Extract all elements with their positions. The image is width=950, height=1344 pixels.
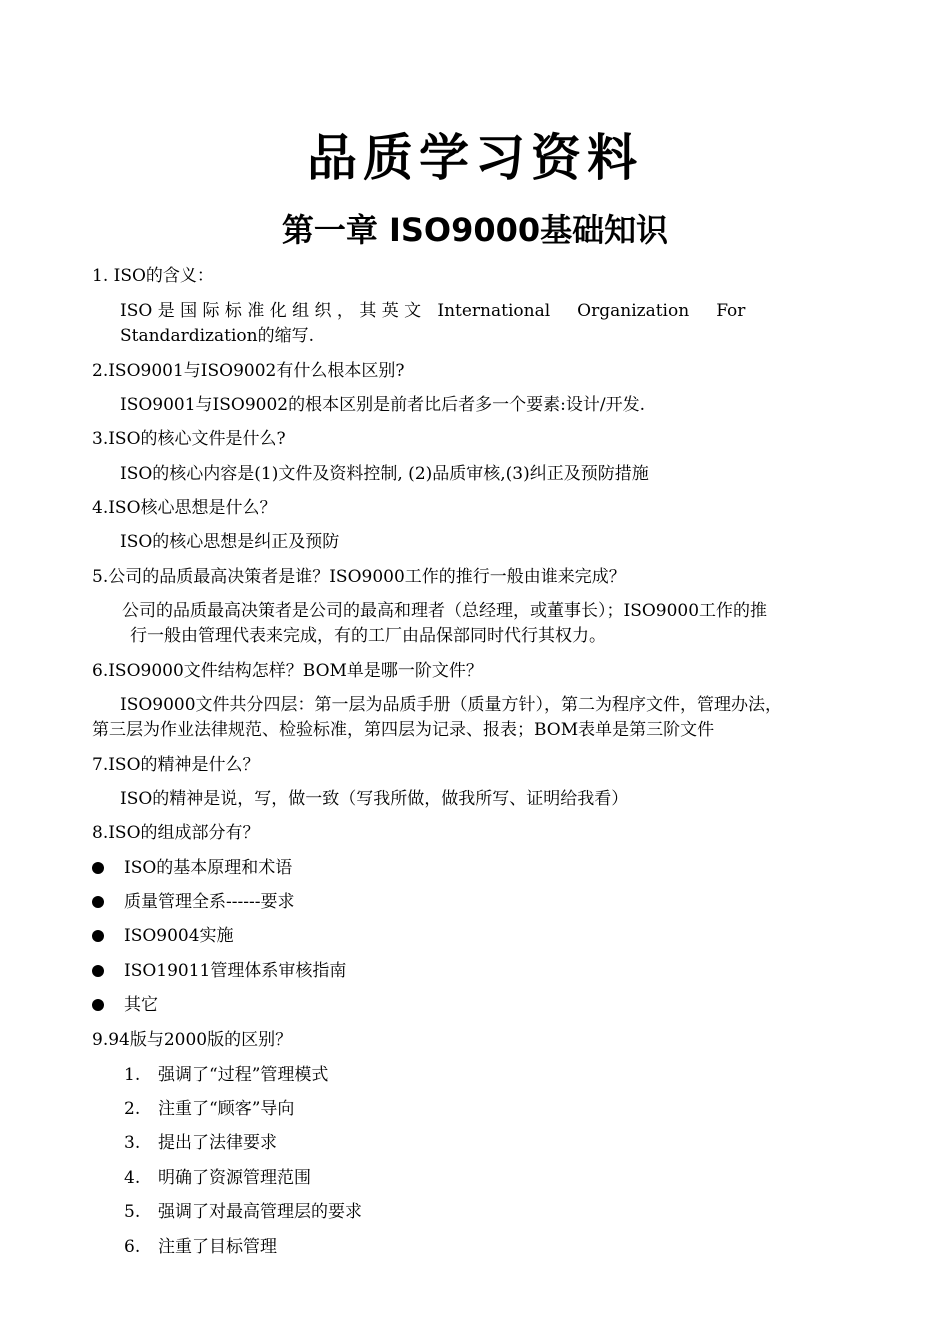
question-5: 5.公司的品质最高决策者是谁？ISO9000工作的推行一般由谁来完成？ bbox=[92, 567, 626, 587]
question-6: 6.ISO9000文件结构怎样？BOM单是哪一阶文件？ bbox=[92, 661, 483, 681]
answer-4: ISO的核心思想是纠正及预防 bbox=[120, 532, 340, 552]
numbered-item-number: 6. bbox=[124, 1237, 141, 1257]
numbered-item-number: 5. bbox=[124, 1202, 141, 1222]
question-9: 9.94版与2000版的区别？ bbox=[92, 1030, 293, 1050]
question-4: 4.ISO核心思想是什么？ bbox=[92, 498, 277, 518]
answer-5-line-2: 行一般由管理代表来完成，有的工厂由品保部同时代行其权力。 bbox=[130, 626, 606, 646]
document-title: 品质学习资料 bbox=[307, 129, 643, 187]
answer-6-line-2: 第三层为作业法律规范、检验标准，第四层为记录、报表；BOM表单是第三阶文件 bbox=[92, 720, 715, 740]
numbered-item-text: 强调了对最高管理层的要求 bbox=[158, 1202, 362, 1222]
question-8: 8.ISO的组成部分有？ bbox=[92, 823, 260, 843]
numbered-item-text: 明确了资源管理范围 bbox=[158, 1168, 311, 1188]
bullet-item: ISO9004实施 bbox=[124, 926, 234, 946]
answer-6-line-1: ISO9000文件共分四层：第一层为品质手册（质量方针），第二为程序文件，管理办法， bbox=[120, 695, 783, 715]
answer-3: ISO的核心内容是(1)文件及资料控制, (2)品质审核,(3)纠正及预防措施 bbox=[120, 464, 649, 484]
answer-5-line-1: 公司的品质最高决策者是公司的最高和理者（总经理，或董事长）；ISO9000工作的推 bbox=[122, 601, 768, 621]
numbered-item-text: 强调了“过程”管理模式 bbox=[158, 1065, 329, 1085]
answer-1-line-2: Standardization的缩写. bbox=[120, 326, 314, 346]
bullet-dot bbox=[92, 930, 104, 942]
bullet-dot bbox=[92, 862, 104, 874]
bullet-item: ISO的基本原理和术语 bbox=[124, 858, 293, 878]
numbered-item-number: 4. bbox=[124, 1168, 141, 1188]
numbered-item-text: 提出了法律要求 bbox=[158, 1133, 277, 1153]
bullet-item: 其它 bbox=[124, 995, 158, 1015]
answer-2: ISO9001与ISO9002的根本区别是前者比后者多一个要素:设计/开发. bbox=[120, 395, 645, 415]
question-1: 1. ISO的含义： bbox=[92, 266, 214, 286]
question-3: 3.ISO的核心文件是什么? bbox=[92, 429, 286, 449]
numbered-item-text: 注重了目标管理 bbox=[158, 1237, 277, 1257]
numbered-item-number: 3. bbox=[124, 1133, 141, 1153]
bullet-dot bbox=[92, 999, 104, 1011]
bullet-item: 质量管理全系------要求 bbox=[124, 892, 295, 912]
question-2: 2.ISO9001与ISO9002有什么根本区别? bbox=[92, 361, 405, 381]
numbered-item-text: 注重了“顾客”导向 bbox=[158, 1099, 295, 1119]
question-7: 7.ISO的精神是什么？ bbox=[92, 755, 260, 775]
bullet-dot bbox=[92, 965, 104, 977]
bullet-item: ISO19011管理体系审核指南 bbox=[124, 961, 347, 981]
bullet-dot bbox=[92, 896, 104, 908]
answer-7: ISO的精神是说，写，做一致（写我所做，做我所写、证明给我看） bbox=[120, 789, 629, 809]
numbered-item-number: 2. bbox=[124, 1099, 141, 1119]
numbered-item-number: 1. bbox=[124, 1065, 141, 1085]
answer-1-line-1: ISO 是 国 际 标 准 化 组 织 ， 其 英 文 International Organization For bbox=[120, 301, 746, 321]
chapter-title: 第一章 ISO9000基础知识 bbox=[281, 211, 669, 249]
